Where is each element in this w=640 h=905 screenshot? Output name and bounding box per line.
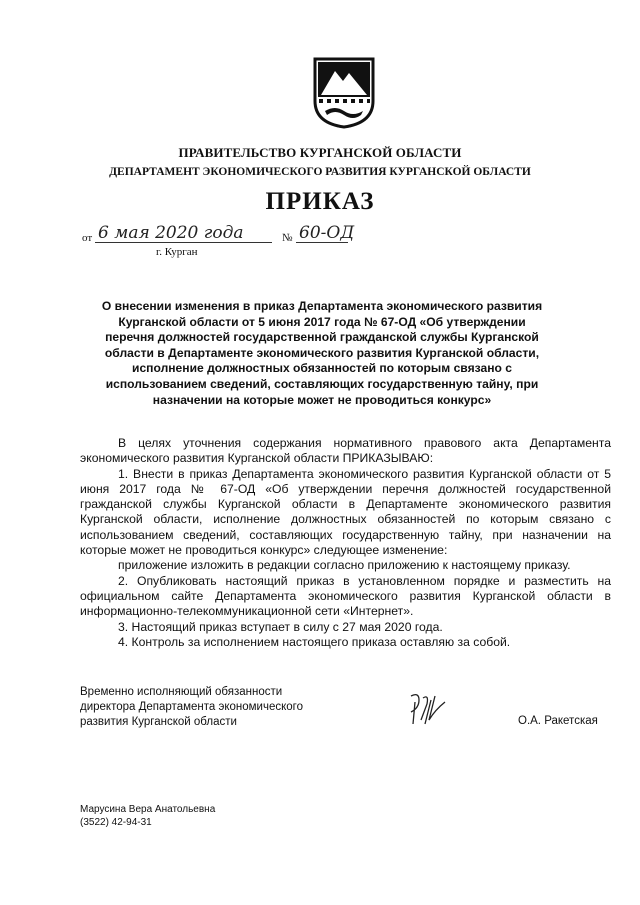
handwritten-date: 6 мая 2020 года [98, 223, 244, 243]
item-4: 4. Контроль за исполнением настоящего приказа оставляю за собой. [118, 634, 511, 649]
item-3: 3. Настоящий приказ вступает в силу с 27 мая 2020 года. [118, 619, 443, 634]
signatory-name: О.А. Ракетская [518, 715, 598, 727]
government-header: ПРАВИТЕЛЬСТВО КУРГАНСКОЙ ОБЛАСТИ [178, 145, 462, 160]
signatory-title-line: директора Департамента экономического [80, 700, 304, 713]
number-prefix: № [282, 232, 293, 244]
handwritten-number: 60-ОД [299, 223, 355, 243]
author-name: Марусина Вера Анатольевна [80, 804, 216, 815]
item-2: 2. Опубликовать настоящий приказ в установленном порядке и разместить на официальном сайте Департамента экономического развития Курганской области в информационно-телекоммуникационной сети «Интернет». [80, 573, 611, 619]
item-1-sub: приложение изложить в редакции согласно приложению к настоящему приказу. [118, 558, 571, 573]
author-phone: (3522) 42-94-31 [80, 817, 152, 828]
signatory-title-line: Временно исполняющий обязанности [80, 686, 283, 698]
handwritten-signature [405, 690, 457, 726]
order-subject: О внесении изменения в приказ Департамента экономического развития Курганской области от 5 июня 2017 года № 67-ОД «Об утверждении перечня должностей государственной гражданской службы Курганской области в Департаменте экономического развития Курганской области, исполнение должностных обязанностей по которым связано с использованием сведений, составляющих государственную тайну, при назначении на которые может не проводиться конкурс» [101, 299, 543, 407]
signatory-title [80, 685, 303, 729]
department-header: ДЕПАРТАМЕНТ ЭКОНОМИЧЕСКОГО РАЗВИТИЯ КУРГАНСКОЙ ОБЛАСТИ [109, 166, 531, 178]
coat-of-arms-emblem [313, 57, 375, 129]
order-body [80, 436, 611, 650]
author-info [80, 803, 215, 829]
intro-paragraph: В целях уточнения содержания нормативного правового акта Департамента экономического развития Курганской области ПРИКАЗЫВАЮ: [80, 436, 611, 466]
item-1: 1. Внести в приказ Департамента экономического развития Курганской области от 5 июня 2017 года № 67-ОД «Об утверждении перечня должностей государственной гражданской службы Курганской области в Департаменте экономического развития Курганской области, исполнение должностных обязанностей по которым связано с использованием сведений, составляющих государственную тайну, при назначении на которые может не проводиться конкурс» следующее изменение: [80, 466, 611, 558]
date-prefix: от [82, 232, 93, 244]
document-title: ПРИКАЗ [265, 188, 375, 215]
signatory-title-line: развития Курганской области [80, 715, 237, 728]
city-label: г. Курган [156, 246, 198, 258]
